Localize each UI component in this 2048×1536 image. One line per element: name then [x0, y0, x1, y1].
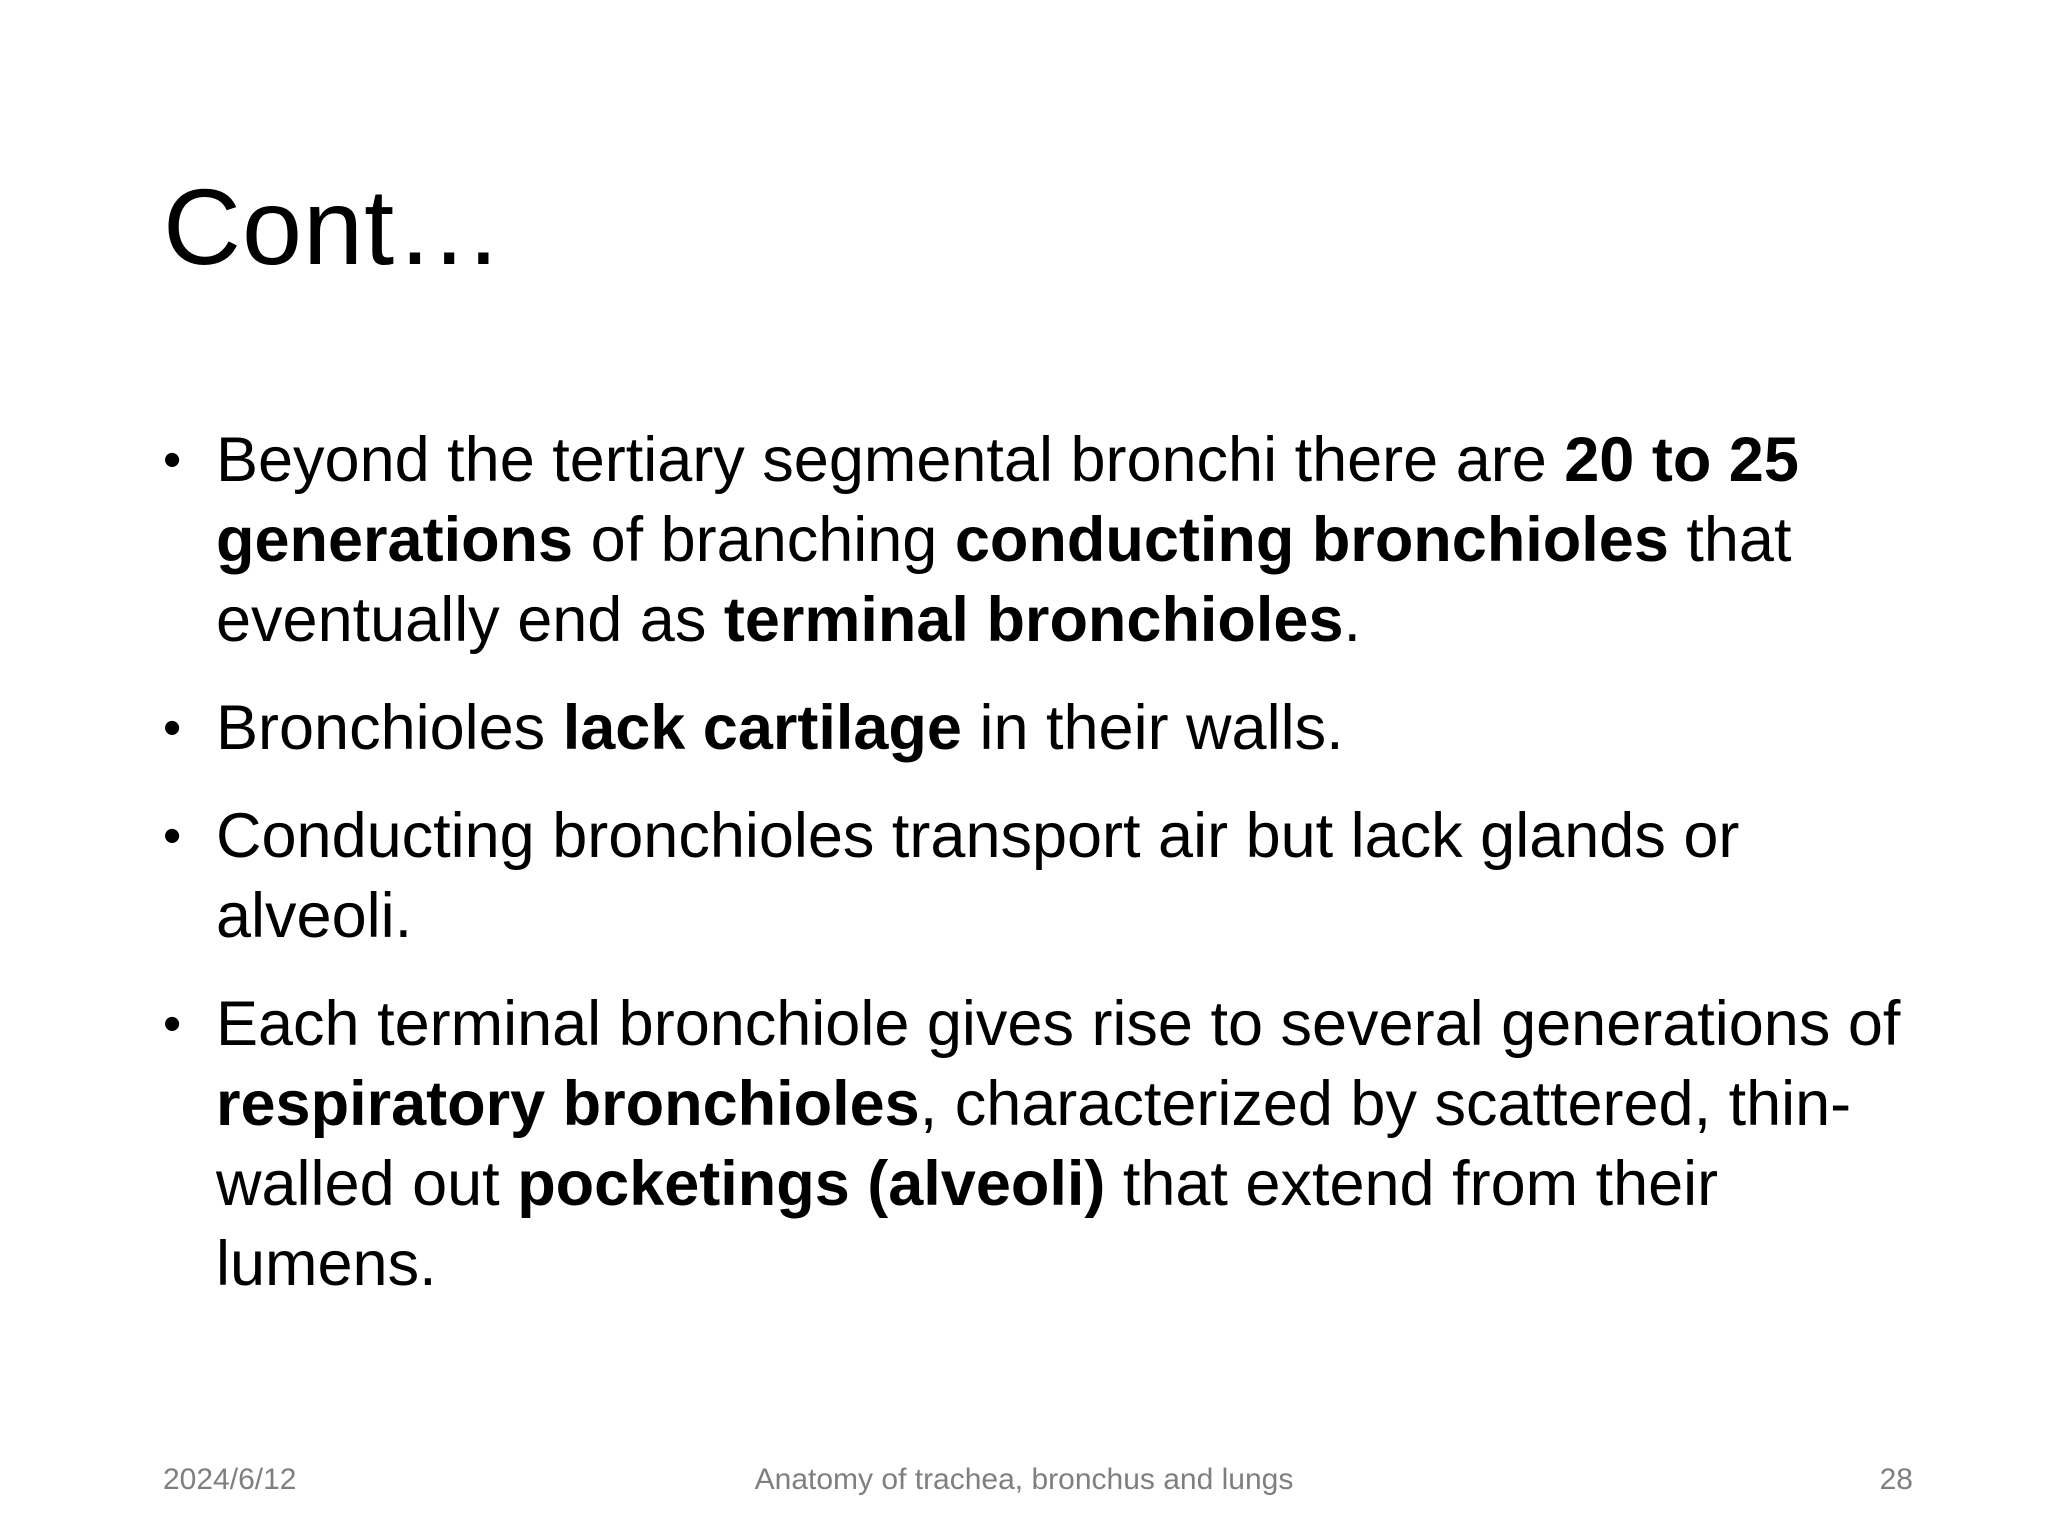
text-segment: that eventually end as [216, 505, 1792, 655]
text-segment-bold: lack cartilage [562, 693, 962, 763]
text-segment: Each terminal bronchiole gives rise to several generations of [216, 989, 1901, 1059]
text-segment-bold: respiratory bronchioles [216, 1069, 920, 1139]
text-segment: that extend from their lumens. [216, 1149, 1719, 1299]
bullet-text [216, 693, 1344, 763]
bullet-item [163, 688, 1923, 768]
bullet-item [163, 420, 1923, 660]
footer-date: 2024/6/12 [163, 1463, 297, 1496]
text-segment: in their walls. [961, 693, 1344, 763]
bullet-dot: • [163, 699, 182, 757]
text-segment-bold: 20 to 25 generations [216, 425, 1799, 575]
bullet-dot: • [163, 807, 182, 865]
bullet-dot: • [163, 431, 182, 489]
bullet-item [163, 984, 1923, 1304]
footer-title: Anatomy of trachea, bronchus and lungs [754, 1463, 1294, 1496]
text-segment: Beyond the tertiary segmental bronchi there are [216, 425, 1565, 495]
slide-title: Cont… [163, 166, 505, 287]
text-segment: Conducting bronchioles transport air but lack glands or alveoli. [216, 801, 1740, 951]
footer-page-number: 28 [1879, 1463, 1913, 1496]
text-segment: of branching [573, 505, 955, 575]
text-segment-bold: conducting bronchioles [954, 505, 1669, 575]
text-segment: . [1343, 585, 1362, 655]
text-segment-bold: terminal bronchioles [723, 585, 1344, 655]
text-segment: Bronchioles [216, 693, 563, 763]
bullet-list [163, 420, 1923, 1332]
bullet-text [216, 801, 1739, 951]
bullet-text [216, 425, 1799, 655]
text-segment: , characterized by scattered, thin-walled out [216, 1069, 1852, 1219]
bullet-item [163, 796, 1923, 956]
text-segment-bold: pocketings (alveoli) [517, 1149, 1106, 1219]
bullet-text [216, 989, 1900, 1299]
bullet-dot: • [163, 995, 182, 1053]
